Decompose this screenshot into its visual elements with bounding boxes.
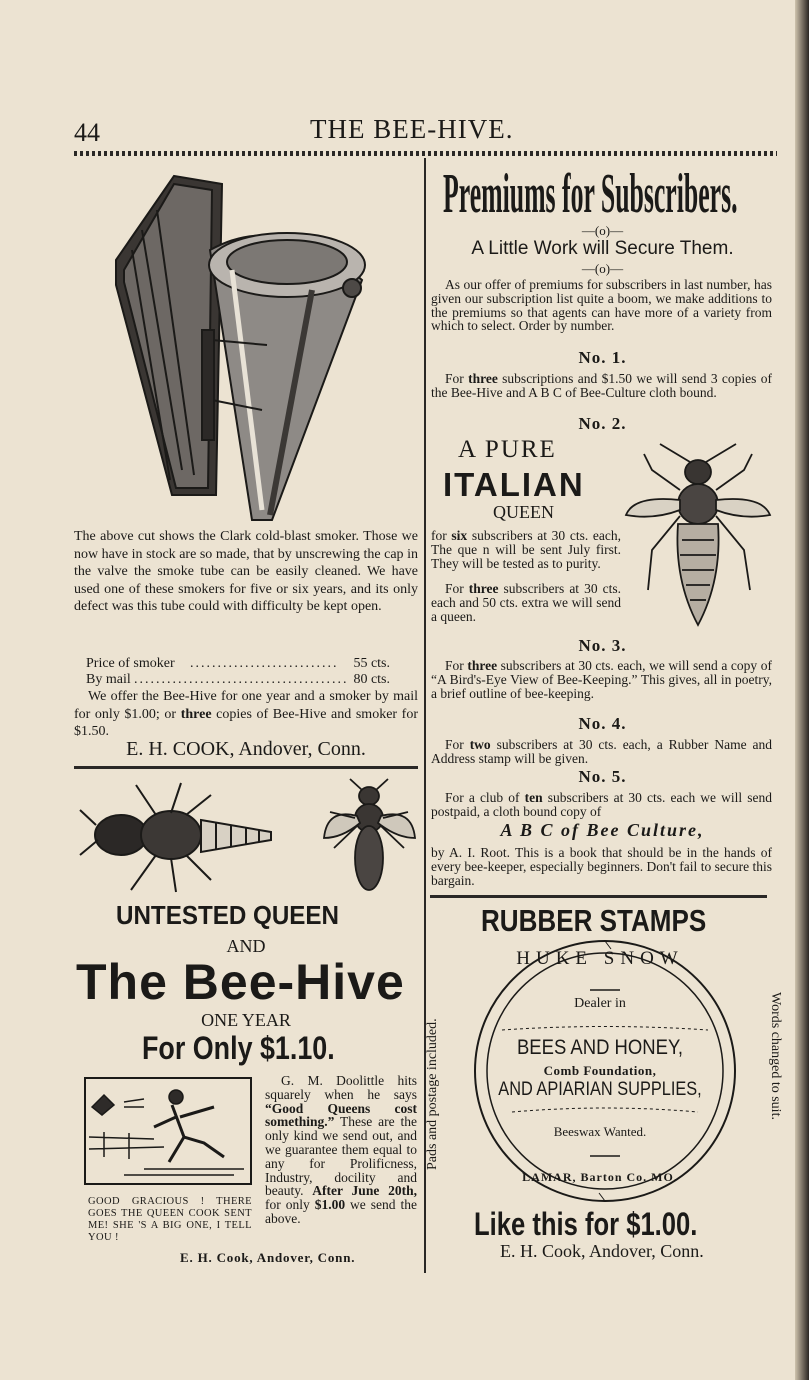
no3-bold: three <box>467 658 498 673</box>
cartoon-illustration <box>84 1077 252 1185</box>
no4-text-b: subscribers at 30 cts. each, a Rubber Name and Address stamp will be given. <box>431 737 772 766</box>
smoker-offer <box>74 688 418 741</box>
premiums-title: Premiums for Subscribers. <box>443 163 738 225</box>
seal-beeswax: Beeswax Wanted. <box>553 1124 647 1139</box>
no1-text-a: For <box>445 371 469 386</box>
no2-text-d: subscribers at 30 cts. each and 50 cts. extra we will send a queen. <box>431 581 621 624</box>
seal-bottom-text: LAMAR, Barton Co. MO. <box>522 1170 678 1184</box>
stamps-price: Like this for $1.00. <box>474 1206 698 1242</box>
mail-value: 80 cts. <box>353 672 390 687</box>
stamps-title: RUBBER STAMPS <box>481 903 707 938</box>
premiums-subtitle: A Little Work will Secure Them. <box>471 238 734 259</box>
sidebar-text-a: G. M. Doolittle hits squarely when he says <box>265 1073 417 1102</box>
premium-no4-text <box>431 738 772 766</box>
premium-no2-text <box>431 529 621 570</box>
queen-ad-signature: E. H. Cook, Andover, Conn. <box>180 1250 356 1265</box>
queen-ad-sidebar <box>265 1074 417 1226</box>
sidebar-bold: After June 20th, <box>312 1183 417 1199</box>
queen-ad-line3: The Bee-Hive <box>76 954 405 1010</box>
premium-no1-heading: No. 1. <box>578 348 627 367</box>
offer-text-b: copies of Bee-Hive and smoker for $1.50. <box>74 706 419 740</box>
queen-ad-line5: For Only $1.10. <box>142 1030 335 1066</box>
sidebar-text-b: These are the only kind we send out, and we guarantee them equal to any for Prolificness, Industry, docility and beauty. <box>265 1114 417 1199</box>
stamps-signature: E. H. Cook, Andover, Conn. <box>500 1241 704 1261</box>
sidebar-text-c: for only <box>265 1197 315 1213</box>
page-edge-shadow <box>795 0 809 1380</box>
premiums-sep-1: —(o)— <box>581 223 624 238</box>
premium-no4-heading: No. 4. <box>578 714 627 733</box>
smoker-description: The above cut shows the Clark cold-blast smoker. Those we now have in stock are so made, that by unscrewing the cap in the valve the smoke tube can be easily cleaned. We have used one of these smokers for five or six years, and its only defect was this tube could with difficulty be kept open. <box>74 529 418 615</box>
no5-bold: ten <box>524 790 543 805</box>
no1-bold: three <box>468 371 498 386</box>
premium-no5-tail: by A. I. Root. This is a book that should be in the hands of every bee-keeper, especially beginners. Don't fail to secure this bargain. <box>431 845 772 888</box>
no4-bold: two <box>469 737 491 752</box>
no2-bold-2: three <box>468 581 499 596</box>
pure-label: A PURE <box>458 436 557 463</box>
queen-ad-line4: ONE YEAR <box>201 1010 291 1030</box>
smoker-illustration <box>112 170 372 525</box>
price-row-mail: By mail ....................................... 80 cts. <box>86 672 390 687</box>
premiums-intro: As our offer of premiums for subscribers in last number, has given our subscription list quite a boom, we make additions to the premiums so that agents can have more of a variety from which to select. Order by number. <box>431 277 772 334</box>
smoker-signature: E. H. COOK, Andover, Conn. <box>126 738 366 760</box>
cartoon-caption: GOOD GRACIOUS ! THERE GOES THE QUEEN COOK SENT ME! SHE 'S A BIG ONE, I TELL YOU ! <box>88 1196 252 1243</box>
premiums-sep-2: —(o)— <box>581 261 624 276</box>
sidebar-quote: “Good Queens cost something.” <box>265 1100 417 1130</box>
italian-label: ITALIAN <box>443 466 585 503</box>
seal-dealer: Dealer in <box>574 996 626 1011</box>
no2-text-c: For <box>445 581 469 596</box>
queen-ad-line2: AND <box>226 936 266 956</box>
premium-no3-heading: No. 3. <box>578 636 627 655</box>
seal-comb: Comb Foundation, <box>543 1063 657 1078</box>
no5-text-b: subscribers at 30 cts. each we will send postpaid, a cloth bound copy of <box>431 790 772 819</box>
queen-label: QUEEN <box>493 502 554 522</box>
stamps-right-note: Words changed to suit. <box>768 992 783 1120</box>
premium-no3-text <box>431 659 772 700</box>
offer-bold: three <box>180 706 212 722</box>
italian-queen-illustration <box>624 440 772 630</box>
sidebar-text-d: we send the above. <box>265 1197 417 1226</box>
premium-no2-heading: No. 2. <box>578 414 627 433</box>
no1-text-b: subscriptions and $1.50 we will send 3 copies of the Bee-Hive and A B C of Bee-Culture cloth bound. <box>431 371 772 400</box>
stamps-left-note: Pads and postage included. <box>425 1018 440 1170</box>
offer-text-a: We offer the Bee-Hive for one year and a smoker by mail for only $1.00; or <box>74 689 418 722</box>
price-label: Price of smoker <box>86 656 175 671</box>
no3-text-b: subscribers at 30 cts. each, we will send a copy of “A Bird's-Eye View of Bee-Keeping.” This gives, all in poetry, a brief outline of bee-keeping. <box>431 658 772 701</box>
running-title: THE BEE-HIVE. <box>310 114 514 144</box>
premium-no5-text <box>431 791 772 819</box>
queen-bee-illustration <box>322 778 417 896</box>
seal-apiarian: AND APIARIAN SUPPLIES, <box>498 1079 702 1100</box>
price-row-smoker: Price of smoker ........................... 55 cts. <box>86 656 390 671</box>
book-title: A B C of Bee Culture, <box>500 820 705 840</box>
premium-no1-text <box>431 372 772 400</box>
right-section-rule <box>430 895 767 898</box>
price-value: 55 cts. <box>353 656 390 671</box>
premium-no2-extra <box>431 582 621 623</box>
no3-text-a: For <box>445 658 468 673</box>
seal-top-text: HUKE SNOW <box>516 948 684 969</box>
no5-text-a: For a club of <box>445 790 525 805</box>
sidebar-price: $1.00 <box>314 1197 346 1213</box>
premium-no5-heading: No. 5. <box>578 767 627 786</box>
no2-text-a: for <box>431 528 452 543</box>
page-number: 44 <box>74 118 100 147</box>
no4-text-a: For <box>445 737 470 752</box>
queen-ad-line1: UNTESTED QUEEN <box>116 900 340 930</box>
header-dotted-rule <box>74 151 777 156</box>
mail-label: By mail <box>86 672 131 687</box>
seal-bees: BEES AND HONEY, <box>516 1036 684 1059</box>
left-section-rule <box>74 766 418 769</box>
no2-bold: six <box>451 528 468 543</box>
worker-bee-illustration <box>76 780 276 895</box>
no2-text-b: subscribers at 30 cts. each, The que n will be sent July first. They will be tested as to purity. <box>431 528 621 571</box>
